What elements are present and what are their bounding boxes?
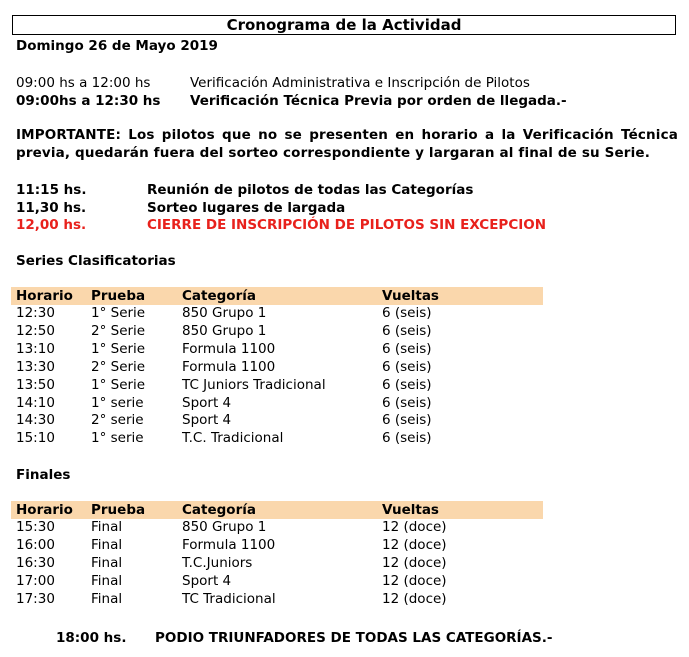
table-row xyxy=(0,411,689,429)
cell-categoria: TC Juniors Tradicional xyxy=(182,376,326,393)
cell-horario: 13:30 xyxy=(16,358,55,375)
cell-categoria: Formula 1100 xyxy=(182,536,276,553)
cell-horario: 14:10 xyxy=(16,394,55,411)
table-row xyxy=(0,340,689,358)
cell-vueltas: 6 (seis) xyxy=(382,305,432,321)
cell-horario: 15:30 xyxy=(16,519,55,535)
cell-vueltas: 6 (seis) xyxy=(382,322,432,339)
finals-table-header xyxy=(0,501,689,519)
cell-categoria: Formula 1100 xyxy=(182,358,276,375)
cell-horario: 16:30 xyxy=(16,554,55,571)
column-header-horario: Horario xyxy=(16,502,73,518)
event-desc-closing: CIERRE DE INSCRIPCIÓN DE PILOTOS SIN EXCEPCION xyxy=(147,217,547,233)
cell-vueltas: 12 (doce) xyxy=(382,554,447,571)
table-row xyxy=(0,554,689,572)
cell-prueba: Final xyxy=(91,572,123,589)
cell-prueba: 2° Serie xyxy=(91,322,146,339)
cell-vueltas: 12 (doce) xyxy=(382,590,447,607)
cell-categoria: Sport 4 xyxy=(182,572,232,589)
column-header-horario: Horario xyxy=(16,288,73,304)
cell-categoria: 850 Grupo 1 xyxy=(182,322,267,339)
important-notice: IMPORTANTE: Los pilotos que no se presenten en horario a la Verificación Técnica previa, quedarán fuera del sorteo correspondiente y largaran al final de su Serie. xyxy=(16,127,678,161)
cell-prueba: 1° Serie xyxy=(91,340,146,357)
column-header-vueltas: Vueltas xyxy=(382,502,439,518)
cell-vueltas: 6 (seis) xyxy=(382,340,432,357)
cell-prueba: 1° serie xyxy=(91,430,144,447)
cell-vueltas: 12 (doce) xyxy=(382,519,447,535)
cell-prueba: Final xyxy=(91,519,123,535)
cell-horario: 15:10 xyxy=(16,430,55,447)
cell-categoria: Sport 4 xyxy=(182,412,232,429)
cell-categoria: T.C.Juniors xyxy=(182,554,253,571)
cell-horario: 12:50 xyxy=(16,322,55,339)
cell-categoria: T.C. Tradicional xyxy=(182,430,284,447)
schedule-time-2: 09:00hs a 12:30 hs xyxy=(16,93,161,109)
cell-categoria: TC Tradicional xyxy=(182,590,276,607)
table-row xyxy=(0,376,689,394)
cell-categoria: 850 Grupo 1 xyxy=(182,305,267,321)
table-row xyxy=(0,322,689,340)
cell-prueba: 1° Serie xyxy=(91,376,146,393)
series-heading: Series Clasificatorias xyxy=(16,253,176,269)
cell-vueltas: 6 (seis) xyxy=(382,430,432,447)
cell-vueltas: 12 (doce) xyxy=(382,572,447,589)
cell-prueba: 1° Serie xyxy=(91,305,146,321)
cell-categoria: Formula 1100 xyxy=(182,340,276,357)
podium-time: 18:00 hs. xyxy=(56,630,127,646)
schedule-desc-1: Verificación Administrativa e Inscripción de Pilotos xyxy=(190,75,530,91)
event-desc-meeting: Reunión de pilotos de todas las Categorías xyxy=(147,182,474,198)
cell-vueltas: 6 (seis) xyxy=(382,376,432,393)
cell-vueltas: 6 (seis) xyxy=(382,358,432,375)
cell-horario: 12:30 xyxy=(16,305,55,321)
cell-horario: 17:30 xyxy=(16,590,55,607)
cell-prueba: Final xyxy=(91,590,123,607)
series-table-header xyxy=(0,287,689,305)
cell-prueba: Final xyxy=(91,554,123,571)
table-row xyxy=(0,590,689,608)
schedule-time-1: 09:00 hs a 12:00 hs xyxy=(16,75,151,91)
cell-prueba: Final xyxy=(91,536,123,553)
event-date: Domingo 26 de Mayo 2019 xyxy=(16,38,218,54)
cell-horario: 16:00 xyxy=(16,536,55,553)
table-row xyxy=(0,358,689,376)
column-header-categoria: Categoría xyxy=(182,288,256,304)
event-time-closing: 12,00 hs. xyxy=(16,217,87,233)
event-time-draw: 11,30 hs. xyxy=(16,200,87,216)
cell-categoria: Sport 4 xyxy=(182,394,232,411)
cell-prueba: 1° serie xyxy=(91,394,144,411)
cell-categoria: 850 Grupo 1 xyxy=(182,519,267,535)
table-row xyxy=(0,429,689,447)
cell-prueba: 2° Serie xyxy=(91,358,146,375)
finals-heading: Finales xyxy=(16,467,71,483)
cell-vueltas: 6 (seis) xyxy=(382,412,432,429)
column-header-vueltas: Vueltas xyxy=(382,288,439,304)
cell-horario: 17:00 xyxy=(16,572,55,589)
podium-text: PODIO TRIUNFADORES DE TODAS LAS CATEGORÍAS.- xyxy=(155,630,553,646)
cell-horario: 13:10 xyxy=(16,340,55,357)
table-row xyxy=(0,518,689,536)
table-row xyxy=(0,536,689,554)
event-desc-draw: Sorteo lugares de largada xyxy=(147,200,346,216)
cell-horario: 14:30 xyxy=(16,412,55,429)
document-title: Cronograma de la Actividad xyxy=(12,15,676,35)
cell-vueltas: 6 (seis) xyxy=(382,394,432,411)
cell-horario: 13:50 xyxy=(16,376,55,393)
cell-vueltas: 12 (doce) xyxy=(382,536,447,553)
column-header-prueba: Prueba xyxy=(91,502,146,518)
schedule-desc-2: Verificación Técnica Previa por orden de llegada.- xyxy=(190,93,567,109)
table-row xyxy=(0,394,689,412)
cell-prueba: 2° serie xyxy=(91,412,144,429)
column-header-prueba: Prueba xyxy=(91,288,146,304)
column-header-categoria: Categoría xyxy=(182,502,256,518)
event-time-meeting: 11:15 hs. xyxy=(16,182,87,198)
table-row xyxy=(0,572,689,590)
table-row xyxy=(0,304,689,322)
